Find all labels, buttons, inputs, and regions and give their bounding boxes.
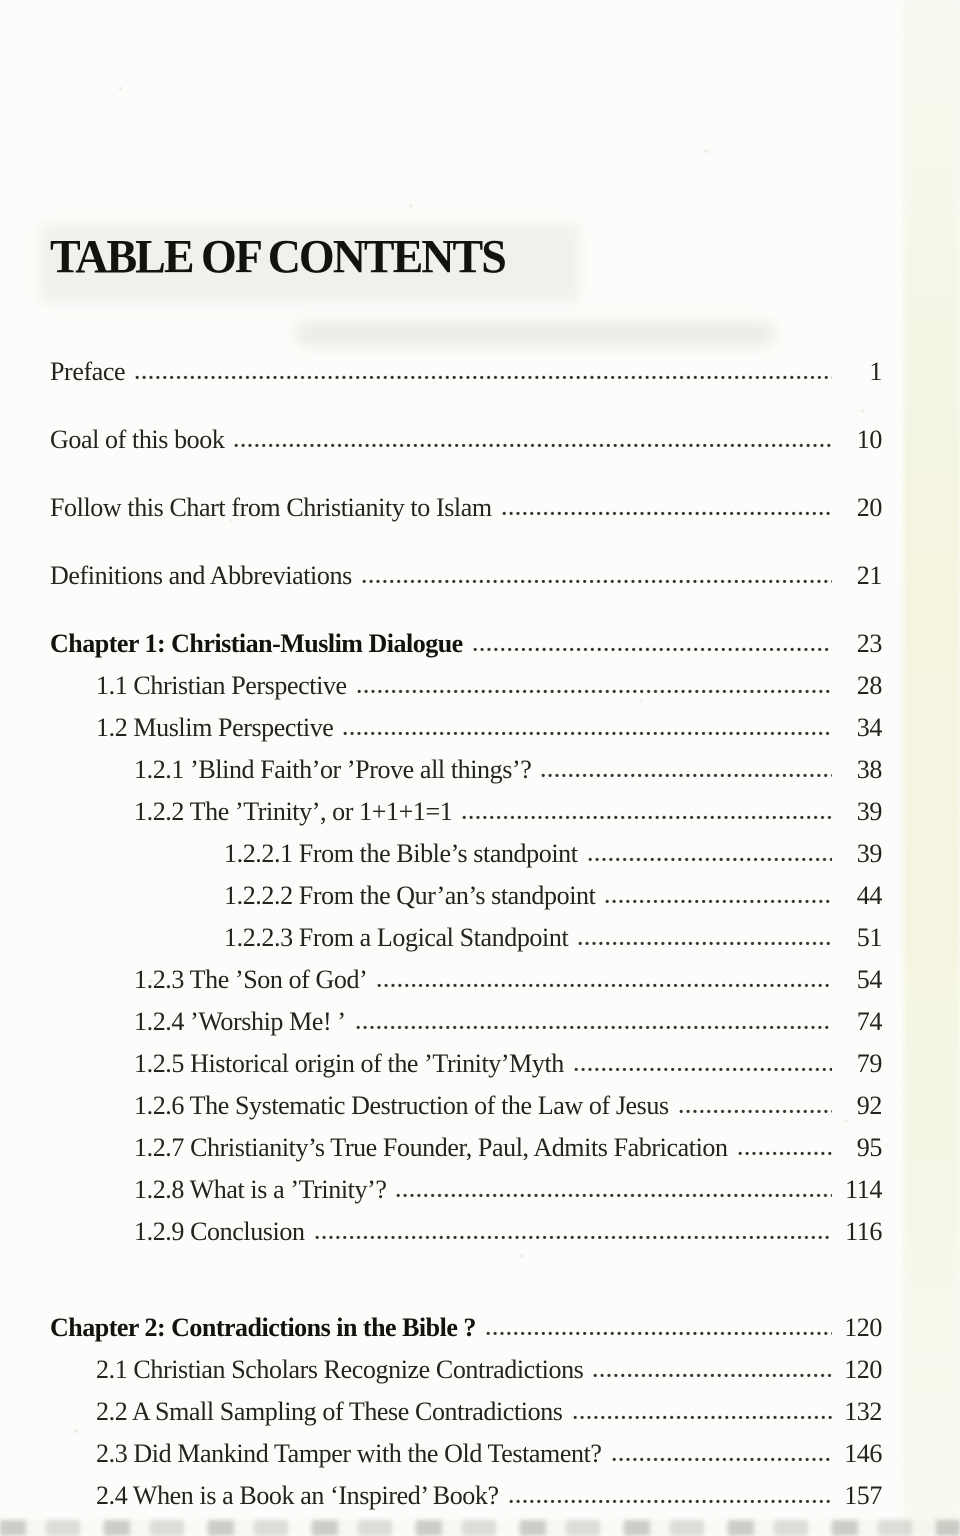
dot-leader (502, 511, 832, 516)
toc-entry (50, 425, 882, 455)
toc-section-front-matter (50, 357, 882, 591)
toc-entry (50, 797, 882, 827)
dot-leader (486, 1331, 832, 1336)
toc-entry-page-number: 146 (844, 1438, 882, 1468)
toc-entry (50, 1439, 882, 1469)
dot-leader (573, 1415, 832, 1420)
toc-entry-page-number: 54 (856, 964, 882, 994)
toc-entry (50, 493, 882, 523)
dot-leader (343, 731, 832, 736)
dot-leader (377, 983, 832, 988)
toc-entry-label: 2.1 Christian Scholars Recognize Contradictions (96, 1354, 584, 1384)
toc-entry-label: 1.2.2.1 From the Bible’s standpoint (224, 838, 578, 868)
toc-entry-page-number: 120 (844, 1312, 882, 1342)
toc-entry (50, 629, 882, 659)
toc-entry-label: 1.2.8 What is a ’Trinity’? (134, 1174, 387, 1204)
dot-leader (738, 1151, 832, 1156)
toc-entry-label: 1.1 Christian Perspective (96, 670, 347, 700)
toc-entry-page-number: 39 (856, 838, 882, 868)
dot-leader (462, 815, 832, 820)
toc-entry-page-number: 74 (856, 1006, 882, 1036)
dot-leader (541, 773, 832, 778)
toc-entry-page-number: 44 (856, 880, 882, 910)
toc-entry (50, 1133, 882, 1163)
toc-entry-page-number: 34 (856, 712, 882, 742)
toc-entry-label: 1.2 Muslim Perspective (96, 712, 334, 742)
toc-section-chapter-2 (50, 1313, 882, 1511)
dot-leader (362, 579, 832, 584)
dot-leader (356, 1025, 832, 1030)
toc-entry-label: Chapter 2: Contradictions in the Bible ? (50, 1312, 476, 1342)
dot-leader (473, 647, 832, 652)
dot-leader (509, 1499, 832, 1504)
toc-entry (50, 1049, 882, 1079)
toc-entry (50, 1217, 882, 1247)
toc-entry-page-number: 116 (845, 1216, 882, 1246)
toc-section-chapter-1 (50, 629, 882, 1247)
toc-entry-label: Follow this Chart from Christianity to Islam (50, 492, 492, 522)
toc-entry (50, 1091, 882, 1121)
dot-leader (135, 375, 832, 380)
toc-entry (50, 1313, 882, 1343)
toc-entry (50, 561, 882, 591)
dot-leader (588, 857, 832, 862)
toc-entry-label: 1.2.4 ’Worship Me! ’ (134, 1006, 346, 1036)
toc-entry (50, 1481, 882, 1511)
toc-entry-label: 2.2 A Small Sampling of These Contradictions (96, 1396, 563, 1426)
toc-entry-page-number: 114 (845, 1174, 882, 1204)
dot-leader (612, 1457, 832, 1462)
toc-entry-label: Chapter 1: Christian-Muslim Dialogue (50, 628, 463, 658)
dot-leader (357, 689, 832, 694)
toc-entry (50, 357, 882, 387)
toc-entry-label: 1.2.5 Historical origin of the ’Trinity’Myth (134, 1048, 564, 1078)
toc-entry-label: 2.3 Did Mankind Tamper with the Old Testament? (96, 1438, 602, 1468)
toc-entry (50, 923, 882, 953)
dot-leader (605, 899, 832, 904)
toc-entry (50, 713, 882, 743)
dot-leader (578, 941, 832, 946)
toc-entry-label: 1.2.9 Conclusion (134, 1216, 305, 1246)
toc-entry-page-number: 38 (856, 754, 882, 784)
toc-entry-label: Goal of this book (50, 424, 225, 454)
toc-entry-page-number: 28 (856, 670, 882, 700)
toc-entry-page-number: 79 (856, 1048, 882, 1078)
toc-entry-page-number: 92 (856, 1090, 882, 1120)
toc-entry-label: Definitions and Abbreviations (50, 560, 352, 590)
toc-entry (50, 1175, 882, 1205)
toc-entry (50, 755, 882, 785)
toc-entry (50, 839, 882, 869)
toc-entry-page-number: 20 (856, 492, 882, 522)
dot-leader (396, 1193, 832, 1198)
toc-entry (50, 671, 882, 701)
toc-entry-page-number: 10 (856, 424, 882, 454)
toc-entry-label: Preface (50, 356, 126, 386)
toc-entry (50, 1355, 882, 1385)
table-of-contents (50, 357, 882, 1511)
dot-leader (574, 1067, 832, 1072)
toc-entry-label: 1.2.2.3 From a Logical Standpoint (224, 922, 569, 952)
toc-entry-page-number: 51 (856, 922, 882, 952)
toc-entry (50, 1007, 882, 1037)
toc-entry-label: 1.2.7 Christianity’s True Founder, Paul, Admits Fabrication (134, 1132, 728, 1162)
page-title: TABLE OF CONTENTS (50, 230, 505, 284)
toc-entry-page-number: 132 (844, 1396, 882, 1426)
toc-entry-label: 1.2.6 The Systematic Destruction of the Law of Jesus (134, 1090, 669, 1120)
toc-entry (50, 881, 882, 911)
dot-leader (315, 1235, 832, 1240)
toc-entry-page-number: 39 (856, 796, 882, 826)
toc-entry-label: 1.2.2.2 From the Qur’an’s standpoint (224, 880, 596, 910)
toc-entry (50, 1397, 882, 1427)
toc-entry-page-number: 120 (844, 1354, 882, 1384)
dot-leader (679, 1109, 832, 1114)
dot-leader (234, 443, 832, 448)
toc-entry-page-number: 1 (869, 356, 882, 386)
toc-entry-label: 1.2.2 The ’Trinity’, or 1+1+1=1 (134, 796, 453, 826)
toc-entry-page-number: 23 (856, 628, 882, 658)
toc-entry-page-number: 157 (844, 1480, 882, 1510)
toc-entry-label: 1.2.3 The ’Son of God’ (134, 964, 368, 994)
toc-entry-page-number: 95 (856, 1132, 882, 1162)
dot-leader (593, 1373, 832, 1378)
toc-entry-label: 2.4 When is a Book an ‘Inspired’ Book? (96, 1480, 499, 1510)
toc-entry-page-number: 21 (856, 560, 882, 590)
toc-entry (50, 965, 882, 995)
toc-entry-label: 1.2.1 ’Blind Faith’or ’Prove all things’? (134, 754, 532, 784)
